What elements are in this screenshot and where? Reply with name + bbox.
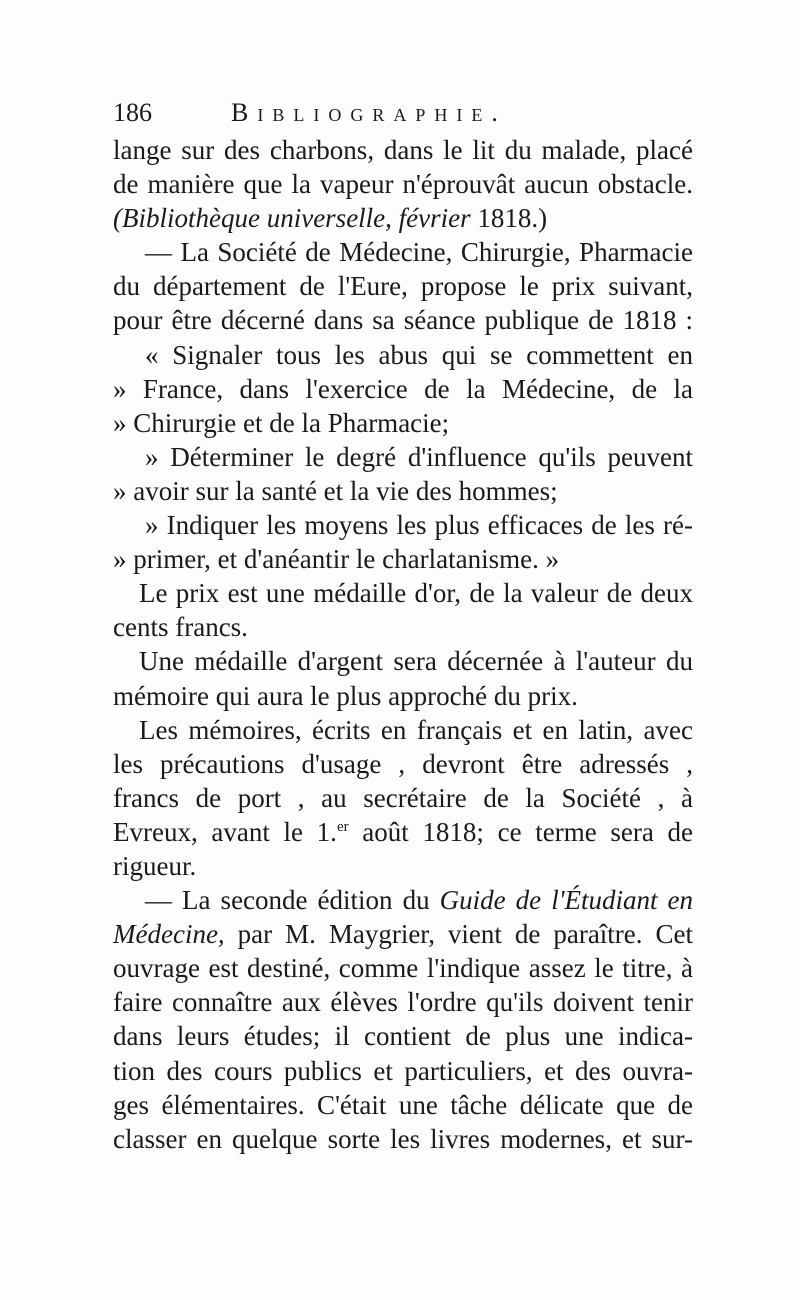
text-line: » France, dans l'exercice de la Médecine, de la	[113, 373, 693, 404]
text-line: ges élémentaires. C'était une tâche délicate que de	[113, 1089, 693, 1120]
text-line: » primer, et d'anéantir le charlatanisme. »	[113, 544, 560, 575]
text-line: » Indiquer les moyens les plus efficaces de les ré-	[145, 510, 693, 541]
text-line: » Chirurgie et de la Pharmacie;	[113, 407, 450, 438]
running-head: Bibliographie.	[231, 98, 507, 127]
text-line: « Signaler tous les abus qui se commettent en	[145, 339, 693, 370]
body-text	[113, 133, 693, 1156]
text-line: tion des cours publics et particuliers, et des ouvra-	[113, 1055, 693, 1086]
text-line: les précautions d'usage , devront être adressés ,	[113, 748, 693, 779]
text-line: pour être décerné dans sa séance publique de 1818 :	[113, 305, 693, 336]
text-line: — La seconde édition du Guide de l'Étudiant en	[145, 885, 693, 916]
text-line: lange sur des charbons, dans le lit du malade, placé	[113, 135, 693, 165]
text-line: Les mémoires, écrits en français et en latin, avec	[139, 714, 693, 745]
text-line: Une médaille d'argent sera décernée à l'auteur du	[139, 646, 693, 677]
text-line: — La Société de Médecine, Chirurgie, Pharmacie	[145, 237, 693, 268]
text-line: faire connaître aux élèves l'ordre qu'ils doivent tenir	[113, 987, 693, 1018]
text-line: » avoir sur la santé et la vie des hommes;	[113, 475, 558, 506]
text-line: rigueur.	[113, 850, 197, 881]
text-line: Le prix est une médaille d'or, de la valeur de deux	[139, 578, 693, 609]
text-line: de manière que la vapeur n'éprouvât aucun obstacle.	[113, 169, 693, 200]
text-line: dans leurs études; il contient de plus une indica-	[113, 1021, 693, 1052]
text-line: (Bibliothèque universelle, février 1818.)	[113, 203, 548, 234]
text-line: classer en quelque sorte les livres modernes, et sur-	[113, 1123, 693, 1154]
page-number: 186	[113, 98, 152, 127]
text-line: mémoire qui aura le plus approché du prix.	[113, 680, 578, 711]
text-line: Médecine, par M. Maygrier, vient de paraître. Cet	[113, 919, 693, 950]
text-line: ouvrage est destiné, comme l'indique assez le titre, à	[113, 953, 693, 984]
text-line: francs de port , au secrétaire de la Société , à	[113, 782, 693, 813]
text-line: Evreux, avant le 1.$^{er}$ août 1818; ce terme sera de	[113, 816, 693, 847]
text-line: du département de l'Eure, propose le prix suivant,	[113, 271, 693, 302]
text-line: cents francs.	[113, 612, 248, 643]
page-header	[113, 96, 693, 130]
text-line: » Déterminer le degré d'influence qu'ils peuvent	[145, 441, 693, 472]
